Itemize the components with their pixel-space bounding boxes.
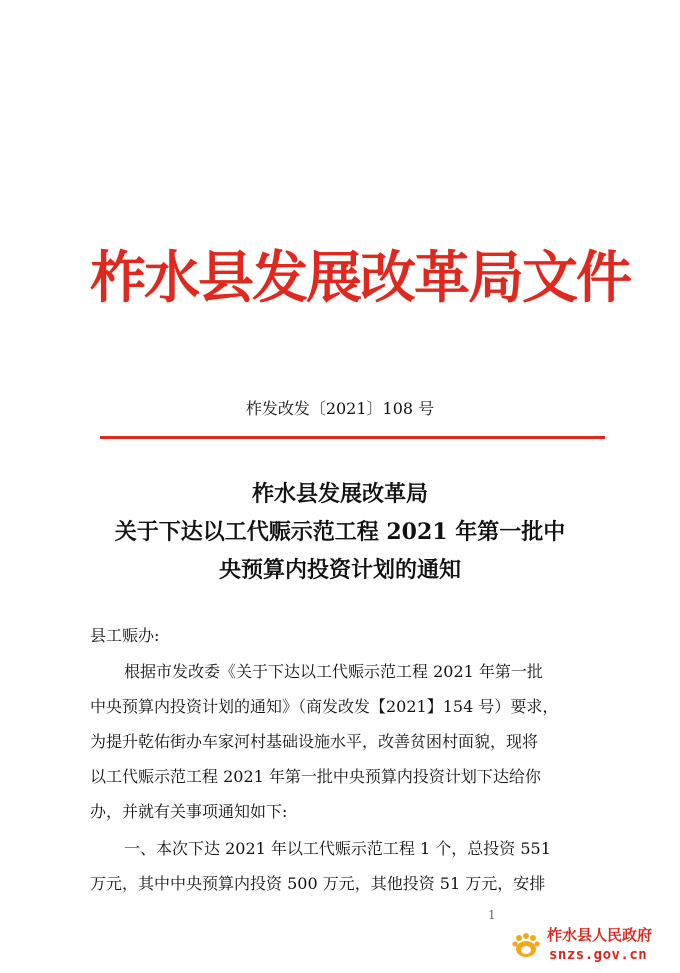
body-line: 万元，其中中央预算内投资 500 万元，其他投资 51 万元，安排 <box>90 874 546 893</box>
watermark-url: snzs.gov.cn <box>549 947 648 963</box>
document-number: 柞发改发〔2021〕108 号 <box>245 399 435 418</box>
title-line-3: 央预算内投资计划的通知 <box>218 557 461 583</box>
red-divider <box>100 436 605 439</box>
emblem-icon <box>505 922 547 964</box>
salutation: 县工赈办: <box>90 626 160 645</box>
body-line: 中央预算内投资计划的通知》（商发改发【2021】154 号）要求， <box>90 697 559 716</box>
page-mark: 1 <box>488 908 496 922</box>
body-line: 一、本次下达 2021 年以工代赈示范工程 1 个，总投资 551 <box>124 839 551 858</box>
title-line-2: 关于下达以工代赈示范工程 2021 年第一批中 <box>114 519 566 545</box>
body-line: 以工代赈示范工程 2021 年第一批中央预算内投资计划下达给你 <box>90 767 541 786</box>
body-line: 办，并就有关事项通知如下: <box>90 802 288 821</box>
watermark-name: 柞水县人民政府 <box>547 926 653 944</box>
issuer-header: 柞水县发展改革局文件 <box>90 246 630 311</box>
body-line: 为提升乾佑街办车家河村基础设施水平，改善贫困村面貌，现将 <box>90 732 539 751</box>
body-line: 根据市发改委《关于下达以工代赈示范工程 2021 年第一批 <box>124 662 543 681</box>
title-line-1: 柞水县发展改革局 <box>251 481 428 507</box>
site-watermark <box>505 918 680 973</box>
